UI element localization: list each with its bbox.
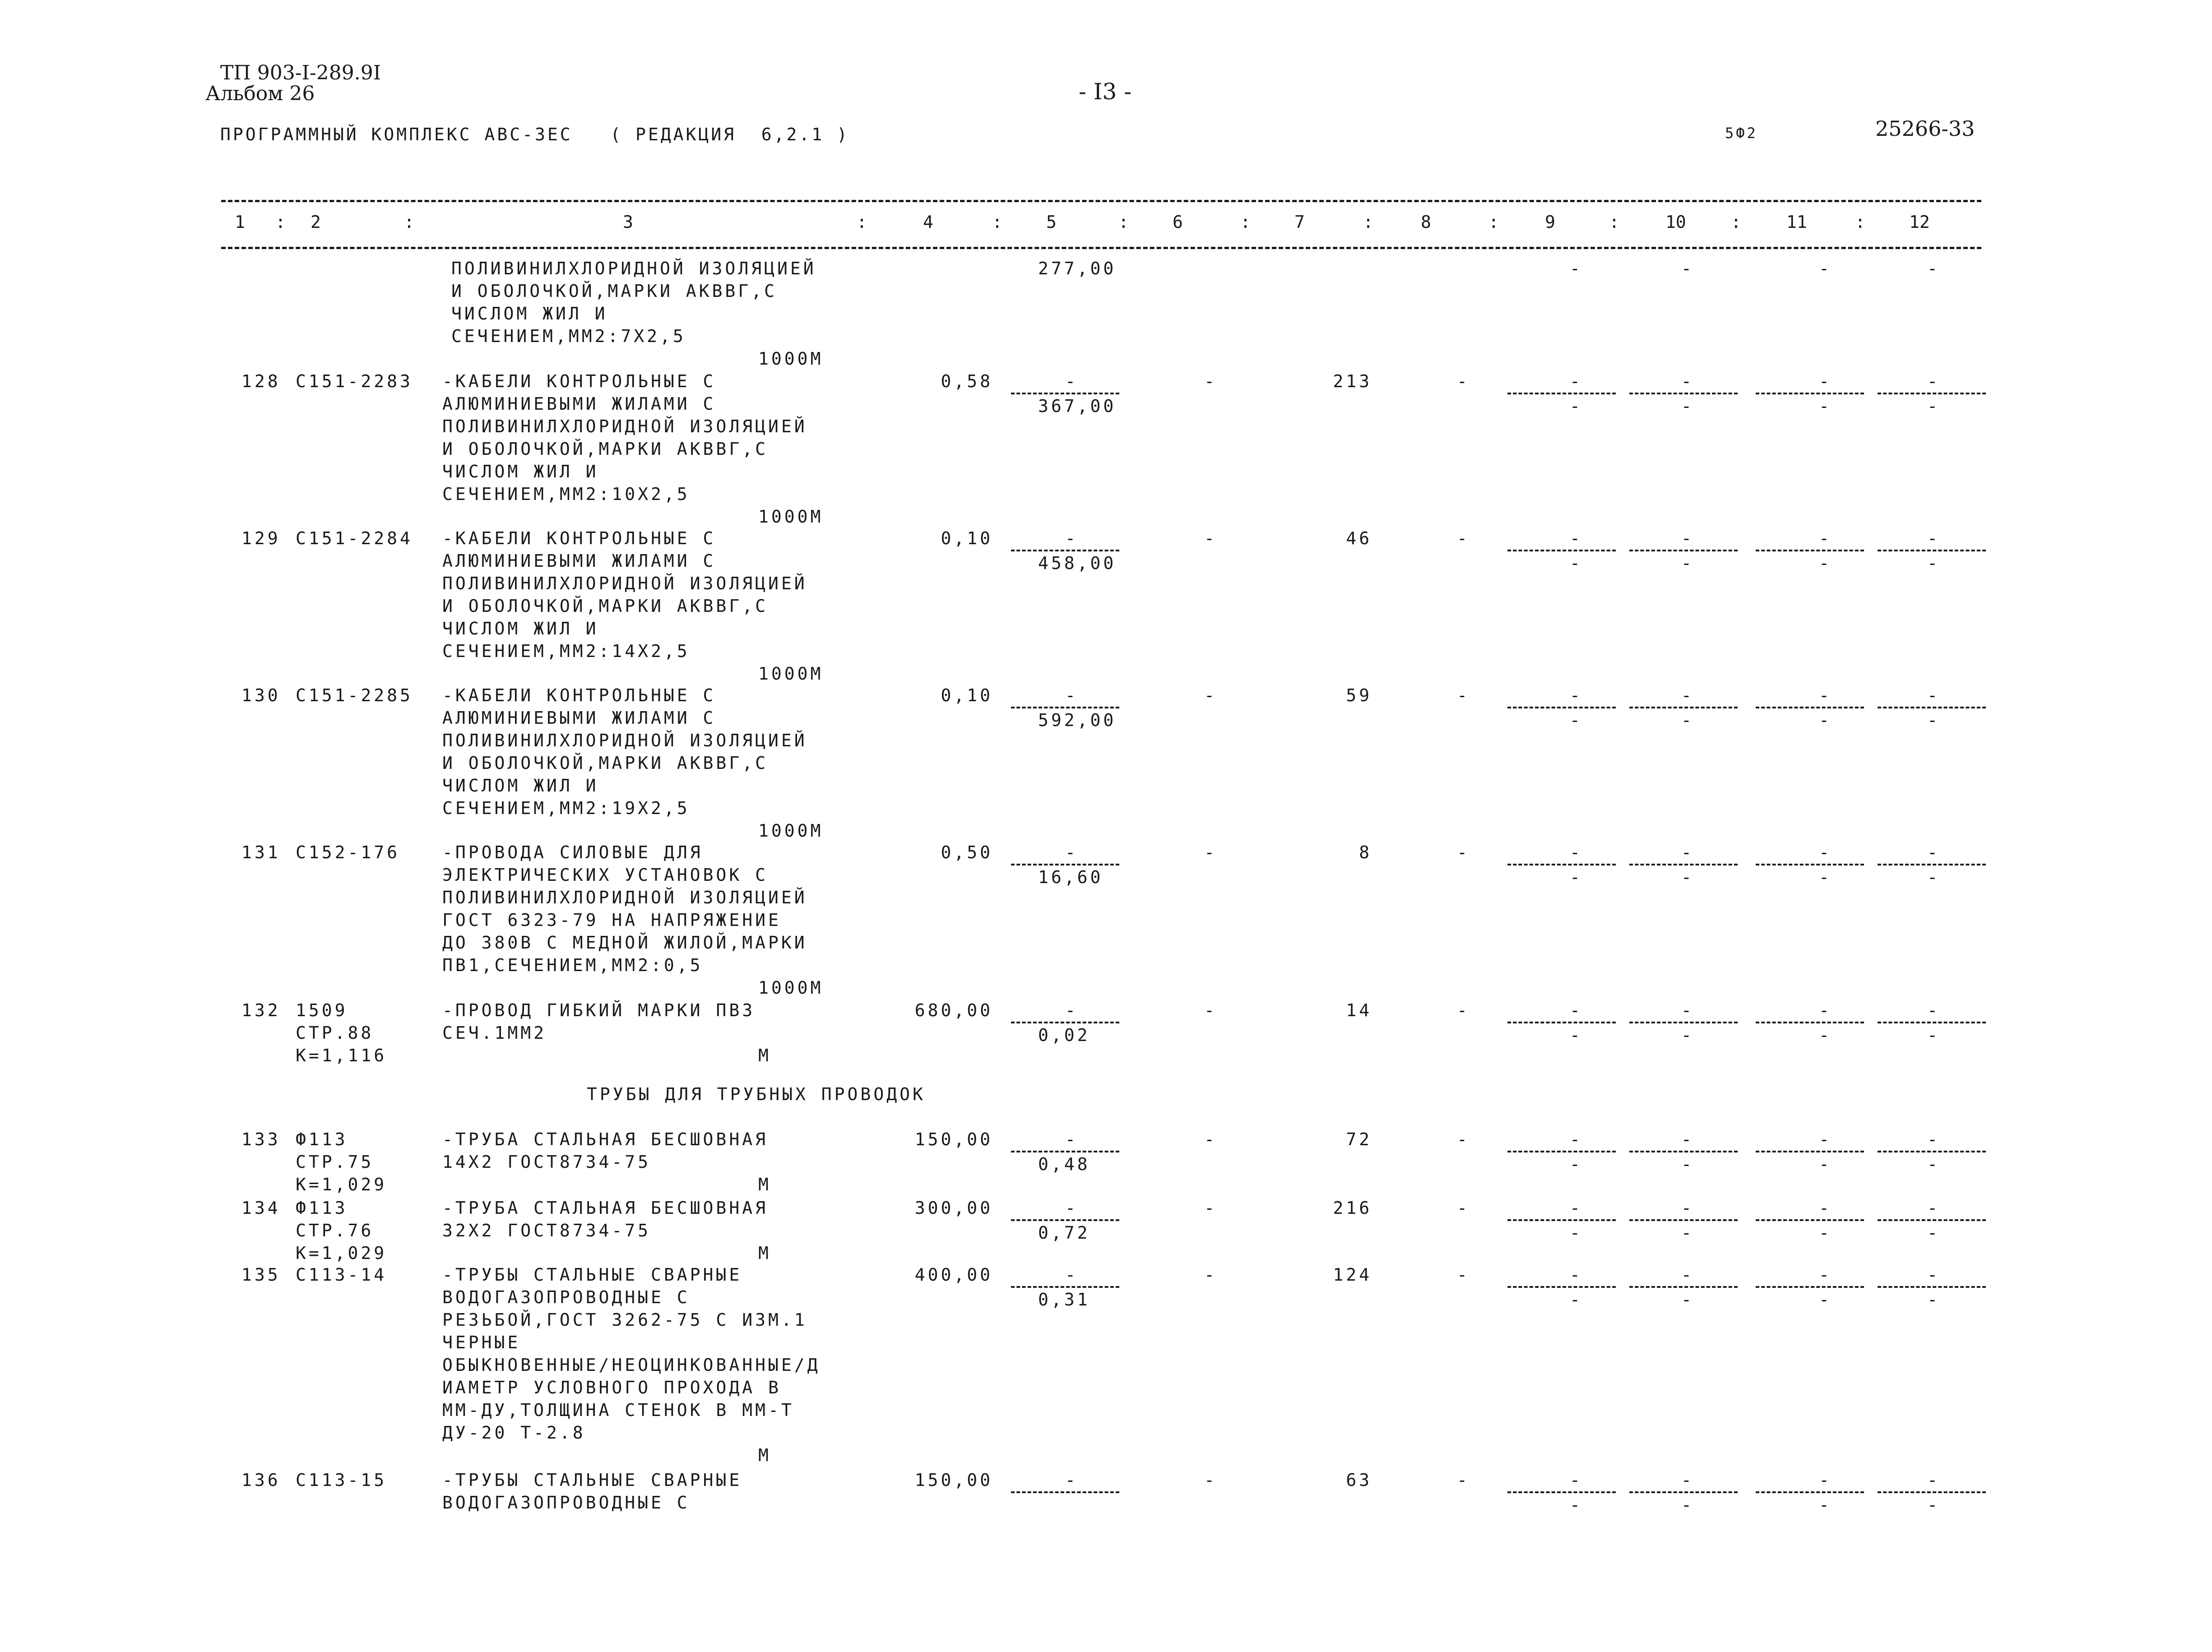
row-code: 1509 СТР.88 К=1,116 (296, 1000, 387, 1065)
col11-bottom: - (1819, 1495, 1832, 1515)
col5-bottom: 458,00 (1038, 553, 1117, 573)
col11-top: - (1819, 371, 1832, 391)
subtotal-rule (1629, 393, 1738, 394)
col5-top: - (1065, 1265, 1078, 1285)
subtotal-rule (1878, 1022, 1986, 1023)
col12-top: - (1927, 1470, 1940, 1490)
col12-bottom: - (1927, 396, 1940, 416)
row-number: 133 (241, 1129, 281, 1149)
col9-bottom: - (1570, 1495, 1583, 1515)
col7-value: 216 (1333, 1198, 1372, 1218)
row-code: С151-2285 (296, 685, 413, 705)
col11-bottom: - (1819, 1154, 1832, 1174)
col5-bottom: 592,00 (1038, 710, 1117, 730)
col9-top: - (1570, 1000, 1583, 1020)
col10-top: - (1681, 1198, 1694, 1218)
col-header: 12 (1909, 212, 1930, 232)
col8-value: - (1457, 1000, 1470, 1020)
col8-value: - (1457, 1470, 1470, 1490)
col12-top: - (1927, 685, 1940, 705)
col4-value: 150,00 (914, 1129, 993, 1149)
col9-bottom: - (1570, 1223, 1583, 1243)
row-code: С151-2283 (296, 371, 413, 391)
col11-bottom: - (1819, 1223, 1832, 1243)
subtotal-rule (1878, 1219, 1986, 1221)
col5-bottom: 367,00 (1038, 396, 1117, 416)
subtotal-rule (1629, 707, 1738, 708)
doc-code: ТП 903-I-289.9I (220, 61, 381, 84)
row-number: 132 (241, 1000, 281, 1020)
row-number: 129 (241, 528, 281, 548)
subtotal-rule (1756, 1151, 1864, 1152)
col6-value: - (1204, 842, 1217, 862)
subtotal-rule (1878, 707, 1986, 708)
row-description: -КАБЕЛИ КОНТРОЛЬНЫЕ С АЛЮМИНИЕВЫМИ ЖИЛАМИ С ПОЛИВИНИЛХЛОРИДНОЙ ИЗОЛЯЦИЕЙ И ОБОЛОЧКОЙ,МАРКИ АКВВГ,С ЧИСЛОМ ЖИЛ И СЕЧЕНИЕМ,ММ2:19Х2,5 (442, 685, 807, 818)
col9-top: - (1570, 1265, 1583, 1285)
col12-bottom: - (1927, 553, 1940, 573)
col10-bottom: - (1681, 1495, 1694, 1515)
col10-bottom: - (1681, 1154, 1694, 1174)
col9-top: - (1570, 528, 1583, 548)
description: ПОЛИВИНИЛХЛОРИДНОЙ ИЗОЛЯЦИЕЙ И ОБОЛОЧКОЙ,МАРКИ АКВВГ,С ЧИСЛОМ ЖИЛ И СЕЧЕНИЕМ,ММ2:7Х2,5 (451, 259, 816, 346)
col10-top: - (1681, 1129, 1694, 1149)
col6-value: - (1204, 1129, 1217, 1149)
subtotal-rule (1878, 550, 1986, 551)
sheet-code: 5Ф2 (1725, 125, 1758, 142)
table-top-rule (221, 200, 1981, 202)
col11-top: - (1819, 685, 1832, 705)
subtotal-rule (1756, 1286, 1864, 1288)
col4-value: 300,00 (914, 1198, 993, 1218)
col8-value: - (1457, 685, 1470, 705)
col10-top: - (1681, 371, 1694, 391)
col12-bottom: - (1927, 1495, 1940, 1515)
col5-bottom: 0,72 (1038, 1223, 1090, 1243)
col9-top: - (1570, 1198, 1583, 1218)
subtotal-rule (1507, 1151, 1616, 1152)
col10-top: - (1681, 1000, 1694, 1020)
subtotal-rule (1011, 1219, 1119, 1221)
section-title: ТРУБЫ ДЛЯ ТРУБНЫХ ПРОВОДОК (587, 1084, 926, 1104)
page-number: - I3 - (1079, 79, 1132, 105)
row-unit: 1000М (758, 978, 824, 998)
program-line: ПРОГРАММНЫЙ КОМПЛЕКС АВС-ЗЕС ( РЕДАКЦИЯ 6,2.1 ) (220, 125, 849, 144)
subtotal-rule (1507, 1219, 1616, 1221)
col4-value: 0,58 (941, 371, 993, 391)
col12-top: - (1927, 371, 1940, 391)
col10-bottom: - (1681, 710, 1694, 730)
col10-bottom: - (1681, 1290, 1694, 1310)
col6-value: - (1204, 685, 1217, 705)
subtotal-rule (1756, 1219, 1864, 1221)
row-unit: 1000М (758, 821, 824, 841)
col5-top: - (1065, 528, 1078, 548)
col10-bottom: - (1681, 553, 1694, 573)
row-number: 128 (241, 371, 281, 391)
row-description: -ТРУБА СТАЛЬНАЯ БЕСШОВНАЯ 14Х2 ГОСТ8734-75 (442, 1129, 768, 1172)
col4-value: 150,00 (914, 1470, 993, 1490)
col6-value: - (1204, 1198, 1217, 1218)
col-header: 5 (1046, 212, 1057, 232)
col5-top: - (1065, 685, 1078, 705)
col11-top: - (1819, 1198, 1832, 1218)
col12-top: - (1927, 1265, 1940, 1285)
subtotal-rule (1011, 1286, 1119, 1288)
subtotal-rule (1507, 864, 1616, 865)
col12-bottom: - (1927, 867, 1940, 887)
row-number: 131 (241, 842, 281, 862)
subtotal-rule (1878, 1491, 1986, 1493)
col5-top: - (1065, 1129, 1078, 1149)
col-header: 1 (235, 212, 245, 232)
col10-top: - (1681, 842, 1694, 862)
subtotal-rule (1629, 1151, 1738, 1152)
col4-value: 400,00 (914, 1265, 993, 1285)
subtotal-rule (1011, 393, 1119, 394)
col12-top: - (1927, 1129, 1940, 1149)
unit: 1000М (758, 349, 824, 369)
col7-value: 63 (1346, 1470, 1372, 1490)
col9-bottom: - (1570, 867, 1583, 887)
col6-value: - (1204, 528, 1217, 548)
col11-top: - (1819, 1000, 1832, 1020)
row-code: Ф113 СТР.76 К=1,029 (296, 1198, 387, 1263)
row-code: С152-176 (296, 842, 400, 862)
col9-top: - (1570, 685, 1583, 705)
col9-top: - (1570, 1129, 1583, 1149)
row-code: С151-2284 (296, 528, 413, 548)
row-number: 134 (241, 1198, 281, 1218)
col7-value: 8 (1359, 842, 1372, 862)
row-description: -КАБЕЛИ КОНТРОЛЬНЫЕ С АЛЮМИНИЕВЫМИ ЖИЛАМИ С ПОЛИВИНИЛХЛОРИДНОЙ ИЗОЛЯЦИЕЙ И ОБОЛОЧКОЙ,МАРКИ АКВВГ,С ЧИСЛОМ ЖИЛ И СЕЧЕНИЕМ,ММ2:14Х2,5 (442, 528, 807, 661)
subtotal-rule (1756, 393, 1864, 394)
col10-top: - (1681, 685, 1694, 705)
row-unit: 1000М (758, 664, 824, 684)
col7-value: 59 (1346, 685, 1372, 705)
col11-top: - (1819, 1129, 1832, 1149)
col6-value: - (1204, 1470, 1217, 1490)
col11-bottom: - (1819, 710, 1832, 730)
col10-bottom: - (1681, 1223, 1694, 1243)
col-header: 3 (623, 212, 633, 232)
col6-value: - (1204, 371, 1217, 391)
col8-value: - (1457, 1198, 1470, 1218)
col5-top: - (1065, 1470, 1078, 1490)
col10-bottom: - (1681, 867, 1694, 887)
subtotal-rule (1756, 1491, 1864, 1493)
subtotal-rule (1629, 1286, 1738, 1288)
col9-top: - (1570, 371, 1583, 391)
col5-top: - (1065, 1198, 1078, 1218)
row-code: С113-15 (296, 1470, 387, 1490)
col12-top: - (1927, 842, 1940, 862)
subtotal-rule (1756, 707, 1864, 708)
col9-bottom: - (1570, 1290, 1583, 1310)
col11-bottom: - (1819, 1025, 1832, 1045)
col4-value: 0,50 (941, 842, 993, 862)
col10-top: - (1681, 1470, 1694, 1490)
col-header: 4 (923, 212, 933, 232)
row-code: С113-14 (296, 1265, 387, 1285)
col9-bottom: - (1570, 710, 1583, 730)
row-unit: М (758, 1243, 771, 1263)
col12-bottom: - (1927, 1290, 1940, 1310)
subtotal-rule (1629, 1219, 1738, 1221)
subtotal-rule (1756, 550, 1864, 551)
col8-value: - (1457, 1265, 1470, 1285)
row-description: -ПРОВОД ГИБКИЙ МАРКИ ПВЗ СЕЧ.1ММ2 (442, 1000, 756, 1043)
col5-bottom: 16,60 (1038, 867, 1104, 887)
subtotal-rule (1011, 1022, 1119, 1023)
album-label: Альбом 26 (205, 82, 315, 105)
col-header: 9 (1545, 212, 1555, 232)
subtotal-rule (1507, 1022, 1616, 1023)
col-header: 2 (311, 212, 321, 232)
row-code: Ф113 СТР.75 К=1,029 (296, 1129, 387, 1194)
subtotal-rule (1756, 1022, 1864, 1023)
col5-top: - (1065, 842, 1078, 862)
col8-value: - (1457, 1129, 1470, 1149)
col11-top: - (1819, 842, 1832, 862)
col12-top: - (1927, 1198, 1940, 1218)
col11-top: - (1819, 528, 1832, 548)
col5-bottom: 0,48 (1038, 1154, 1090, 1174)
subtotal-rule (1629, 864, 1738, 865)
col-header: 6 (1173, 212, 1183, 232)
row-number: 130 (241, 685, 281, 705)
col5-top: - (1065, 371, 1078, 391)
subtotal-rule (1011, 550, 1119, 551)
subtotal-rule (1507, 393, 1616, 394)
row-number: 135 (241, 1265, 281, 1285)
col-header: 7 (1294, 212, 1305, 232)
col11-bottom: - (1819, 396, 1832, 416)
row-unit: М (758, 1445, 771, 1465)
col5-top: - (1065, 1000, 1078, 1020)
subtotal-rule (1629, 550, 1738, 551)
row-description: -ТРУБЫ СТАЛЬНЫЕ СВАРНЫЕ ВОДОГАЗОПРОВОДНЫЕ С (442, 1470, 742, 1513)
subtotal-rule (1878, 393, 1986, 394)
col9-bottom: - (1570, 553, 1583, 573)
col4-value: 0,10 (941, 685, 993, 705)
col12-top: - (1927, 528, 1940, 548)
col8-value: - (1457, 528, 1470, 548)
col12-bottom: - (1927, 1223, 1940, 1243)
col9-bottom: - (1570, 1025, 1583, 1045)
row-unit: М (758, 1175, 771, 1194)
col10-bottom: - (1681, 396, 1694, 416)
row-number: 136 (241, 1470, 281, 1490)
col6-value: - (1204, 1265, 1217, 1285)
subtotal-rule (1629, 1022, 1738, 1023)
subtotal-rule (1011, 1491, 1119, 1493)
col5-bottom: 0,02 (1038, 1025, 1090, 1045)
col11-bottom: - (1819, 553, 1832, 573)
col11-top: - (1819, 1265, 1832, 1285)
row-description: -КАБЕЛИ КОНТРОЛЬНЫЕ С АЛЮМИНИЕВЫМИ ЖИЛАМИ С ПОЛИВИНИЛХЛОРИДНОЙ ИЗОЛЯЦИЕЙ И ОБОЛОЧКОЙ,МАРКИ АКВВГ,С ЧИСЛОМ ЖИЛ И СЕЧЕНИЕМ,ММ2:10Х2,5 (442, 371, 807, 504)
col12-top: - (1927, 1000, 1940, 1020)
col7-value: 124 (1333, 1265, 1372, 1285)
col7-value: 46 (1346, 528, 1372, 548)
subtotal-rule (1011, 1151, 1119, 1152)
row-description: -ТРУБЫ СТАЛЬНЫЕ СВАРНЫЕ ВОДОГАЗОПРОВОДНЫЕ С РЕЗЬБОЙ,ГОСТ 3262-75 С ИЗМ.1 ЧЕРНЫЕ ОБЫКНОВЕННЫЕ/НЕОЦИНКОВАННЫЕ/Д ИАМЕТР УСЛОВНОГО ПРОХОДА В ММ-ДУ,ТОЛЩИНА СТЕНОК В ММ-Т ДУ-20 Т-2.8 (442, 1265, 821, 1443)
col7-value: 14 (1346, 1000, 1372, 1020)
col5-bottom: 0,31 (1038, 1290, 1090, 1310)
col4-value: 680,00 (914, 1000, 993, 1020)
col11-top: - (1819, 1470, 1832, 1490)
col-header: 10 (1665, 212, 1686, 232)
col4-value: 0,10 (941, 528, 993, 548)
col11-bottom: - (1819, 867, 1832, 887)
table-header-rule (221, 247, 1981, 249)
col11-bottom: - (1819, 1290, 1832, 1310)
col12-bottom: - (1927, 1025, 1940, 1045)
col5-value: 277,00 (1038, 259, 1117, 278)
registration-number: 25266-33 (1875, 116, 1975, 141)
col7-value: 213 (1333, 371, 1372, 391)
col10-top: - (1681, 528, 1694, 548)
subtotal-rule (1878, 1286, 1986, 1288)
col7-value: 72 (1346, 1129, 1372, 1149)
subtotal-rule (1629, 1491, 1738, 1493)
col10-top: - (1681, 1265, 1694, 1285)
col12-bottom: - (1927, 710, 1940, 730)
row-unit: 1000М (758, 507, 824, 527)
col8-value: - (1457, 842, 1470, 862)
row-unit: М (758, 1046, 771, 1065)
subtotal-rule (1507, 1491, 1616, 1493)
col9-bottom: - (1570, 1154, 1583, 1174)
subtotal-rule (1011, 864, 1119, 865)
row-description: -ПРОВОДА СИЛОВЫЕ ДЛЯ ЭЛЕКТРИЧЕСКИХ УСТАНОВОК С ПОЛИВИНИЛХЛОРИДНОЙ ИЗОЛЯЦИЕЙ ГОСТ 6323-79 НА НАПРЯЖЕНИЕ ДО 380В С МЕДНОЙ ЖИЛОЙ,МАРКИ ПВ1,СЕЧЕНИЕМ,ММ2:0,5 (442, 842, 807, 975)
col8-value: - (1457, 371, 1470, 391)
col12-bottom: - (1927, 1154, 1940, 1174)
col-header: 8 (1421, 212, 1431, 232)
subtotal-rule (1011, 707, 1119, 708)
col9-bottom: - (1570, 396, 1583, 416)
subtotal-rule (1878, 864, 1986, 865)
subtotal-rule (1507, 1286, 1616, 1288)
col10-bottom: - (1681, 1025, 1694, 1045)
subtotal-rule (1756, 864, 1864, 865)
subtotal-rule (1507, 550, 1616, 551)
col6-value: - (1204, 1000, 1217, 1020)
row-description: -ТРУБА СТАЛЬНАЯ БЕСШОВНАЯ 32Х2 ГОСТ8734-75 (442, 1198, 768, 1240)
col9-top: - (1570, 842, 1583, 862)
col9-top: - (1570, 1470, 1583, 1490)
subtotal-rule (1507, 707, 1616, 708)
col-header: 11 (1786, 212, 1807, 232)
subtotal-rule (1878, 1151, 1986, 1152)
